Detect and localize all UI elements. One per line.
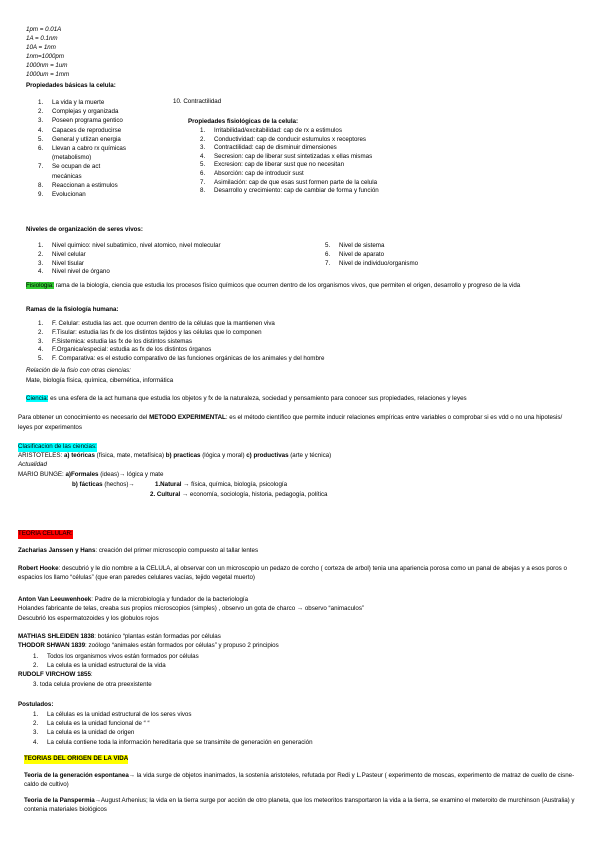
list-item <box>38 268 318 277</box>
fisiologia-def: rama de la biología, ciencia que estudia los procesos físico químicos que ocurren dentro de los organismos vivos, que permiten el origen, desarrollo y progreso de la vida <box>53 282 521 289</box>
list-text: Secresion: cap de liberar sust sintetizadas x ellas mismas <box>214 152 373 160</box>
unit-line: 1A = 0.1nm <box>26 35 58 42</box>
list-number: 8. <box>200 187 206 195</box>
list-text: La celula es la unidad funcional de “ “ <box>47 720 150 728</box>
list-number: 2. <box>33 720 39 728</box>
list-number: 6. <box>38 145 44 153</box>
list-number: 3. <box>38 259 44 267</box>
natural-desc: → física, química, biología, psicología <box>181 481 288 488</box>
list-number: 3. <box>38 117 44 125</box>
list-text: La vida y la muerte <box>52 99 105 106</box>
list-item <box>33 710 553 719</box>
ciencia-paragraph <box>26 395 574 404</box>
fisiologia-paragraph <box>26 282 574 291</box>
anton-line <box>18 596 248 605</box>
zacharias-line <box>18 547 258 556</box>
list-item <box>200 153 500 162</box>
list-number: 4. <box>38 346 44 354</box>
list-number: 4. <box>33 738 39 746</box>
mathias-name: MATHIAS SHLEIDEN 1838 <box>18 633 95 640</box>
list-item <box>38 107 178 116</box>
list-text: Nivel de aparato <box>339 250 385 258</box>
metodo-paragraph <box>18 413 574 433</box>
list-number: 1. <box>38 99 44 106</box>
unit-line: 1nm=1000pm <box>26 53 65 60</box>
espontanea-name: Teoria de la generación espontanea <box>24 772 129 779</box>
thodor-desc: : zoólogo “animales están formados por células” y propuso 2 principios <box>85 642 279 649</box>
rudolf-item: 3. toda celula proviene de otra preexistente <box>33 681 152 688</box>
list-number: 8. <box>38 181 44 189</box>
unit-line: 1000um = 1mm <box>26 71 70 78</box>
props-item-10: 10. Contractilidad <box>173 98 222 105</box>
list-text: Irritabilidad/excitabilidad: cap de rx a estimulos <box>214 127 342 134</box>
list-text: mecánicas <box>52 172 82 180</box>
mario-b-desc: (hechos)→ <box>102 481 135 488</box>
list-item <box>38 338 558 347</box>
ciencia-term: Ciencia: <box>26 395 49 402</box>
list-number: 1. <box>38 242 44 249</box>
list-number: 7. <box>200 178 206 186</box>
list-item <box>33 738 553 747</box>
list-text: Nivel de sistema <box>339 242 385 249</box>
list-text: F. Celular: estudia las act. que ocurren dentro de la células que la mantienen viva <box>52 320 275 327</box>
list-item <box>38 251 318 260</box>
panspermia-name: Teoria de la Panspermia <box>24 797 95 804</box>
list-item <box>33 652 433 661</box>
ramas-list <box>38 320 558 364</box>
list-item <box>33 728 553 737</box>
postulados-title: Postulados: <box>18 701 54 708</box>
fisiologia-term: Fisiologia: <box>26 282 54 289</box>
list-number: 6. <box>200 169 206 177</box>
rudolf-colon: : <box>90 671 93 678</box>
aristoteles-a: a) teóricas <box>62 452 95 459</box>
list-item <box>325 242 525 251</box>
list-item <box>38 346 558 355</box>
teoria-celular-title: TEORIA CELULAR: <box>18 530 73 537</box>
list-number: 2. <box>200 135 206 143</box>
aristoteles-line <box>18 452 331 461</box>
espontanea-paragraph <box>24 772 576 789</box>
fis-props-list <box>200 127 500 196</box>
list-text: Evolucionan <box>52 191 86 199</box>
list-number: 2. <box>38 250 44 258</box>
list-text: Conductividad: cap de conducir estumulos x receptores <box>214 135 367 143</box>
fis-props-title: Propiedades fisiológicas de la celula: <box>188 118 299 125</box>
list-number: 2. <box>38 328 44 336</box>
list-text: Poseen programa gentico <box>52 117 123 125</box>
list-number: 7. <box>38 163 44 171</box>
list-text: F.Organica/especial: estudia as fx de los distintos órganos <box>52 346 212 354</box>
list-text: Desarrollo y crecimiento: cap de cambiar de forma y función <box>214 187 379 195</box>
relacion-list: Mate, biología física, química, cibernética, informática <box>26 377 174 384</box>
list-text: Nivel quimico: nivel subatimico, nivel atomico, nivel molecular <box>52 242 221 249</box>
list-text: Capaces de reproducirse <box>52 126 122 134</box>
unit-line: 1pm = 0.01A <box>26 26 62 33</box>
list-item <box>38 355 558 364</box>
list-text: Nivel nivel de órgano <box>52 268 110 276</box>
aristoteles-b: b) practicas <box>165 452 201 459</box>
unit-line: 10A = 1nm <box>26 44 56 51</box>
list-item <box>38 260 318 269</box>
thodor-line <box>18 642 279 651</box>
list-item <box>38 126 178 135</box>
mario-b: b) fácticas <box>72 481 103 488</box>
props-left-list <box>38 98 178 199</box>
list-item <box>200 144 500 153</box>
actualidad-label: Actualidad <box>18 461 47 468</box>
mario-bunge-name: MARIO BUNGE: <box>18 471 64 478</box>
list-text: Nivel tisular <box>52 259 84 267</box>
list-text: Nivel celular <box>52 250 86 258</box>
cultural-desc: → economía, sociología, historia, pedagogía, política <box>180 491 328 498</box>
rudolf-line <box>18 671 93 680</box>
list-number: 5. <box>38 355 44 363</box>
natural-label: 1.Natural <box>155 481 182 488</box>
list-item <box>38 172 178 181</box>
list-text: La celula contiene toda la información hereditaria que se transimite de generación en generación <box>47 738 313 746</box>
anton-desc: : Padre de la microbiología y fundador de la bacteriología <box>91 596 249 603</box>
niveles-right-list <box>325 242 525 268</box>
metodo-pre: Para obtener un conocimiento es necesario del <box>18 414 150 421</box>
list-item <box>200 170 500 179</box>
list-number: 2. <box>33 662 39 669</box>
aristoteles-c: c) productivas <box>246 452 289 459</box>
props-title: Propiedades básicas la celula: <box>26 82 116 89</box>
list-text: Reaccionan a estimulos <box>52 181 118 189</box>
list-item <box>200 187 500 196</box>
list-item <box>38 242 318 251</box>
list-text: Todos los organismos vivos están formados por células <box>47 653 199 660</box>
aristoteles-a-desc: (física, mate, metafísica) <box>94 452 166 459</box>
list-number: 5. <box>325 242 331 249</box>
list-item <box>325 251 525 260</box>
cultural-line <box>150 491 327 500</box>
list-item <box>200 179 500 188</box>
list-number: 7. <box>325 259 331 267</box>
anton-line-3: Descubrió los espermatozoides y los globulos rojos <box>18 615 159 622</box>
list-number: 5. <box>38 135 44 143</box>
list-text: F.Sistemica: estudia las fx de los distintos sistemas <box>52 337 192 345</box>
niveles-left-list <box>38 242 318 277</box>
ramas-title: Ramas de la fisiología humana: <box>26 306 119 313</box>
clasif-title: Clasificacion de las ciencias: <box>18 443 97 450</box>
list-number: 2. <box>38 108 44 116</box>
list-text: Se ocupan de act <box>52 163 101 171</box>
list-text: Excresion: cap de liberar sust que no necesitan <box>214 161 345 169</box>
list-number: 1. <box>33 653 39 660</box>
rudolf-name: RUDOLF VIRCHOW 1855 <box>18 671 91 678</box>
list-item <box>200 127 500 136</box>
list-number: 9. <box>38 191 44 199</box>
list-item <box>38 190 178 199</box>
list-number: 1. <box>38 320 44 327</box>
aristoteles-name: ARISTOTELES: <box>18 452 63 459</box>
unit-line: 1000nm = 1um <box>26 62 68 69</box>
list-item <box>38 116 178 125</box>
aristoteles-c-desc: (arte y técnica) <box>288 452 332 459</box>
list-text: La celula es la unidad de origen <box>47 729 135 737</box>
list-number: 1. <box>33 711 39 718</box>
list-text: Asimilación: cap de que esas sust formen parte de la celula <box>214 178 378 186</box>
list-number: 5. <box>200 161 206 169</box>
list-text: F. Comparativa: es el estudio comparativo de las funciones orgánicas de los animales y del hombre <box>52 355 325 363</box>
panspermia-paragraph <box>24 797 576 814</box>
list-item <box>33 719 553 728</box>
list-text: Absorción: cap de introducir sust <box>214 169 304 177</box>
metodo-post: : es el método científico que permite inducir relaciones empíricas entre variables o comprobar si es vdd o no una hipotesis/ leyes por experimentos <box>18 414 563 431</box>
panspermia-desc: →August Arhenius; la vida en la tierra surge por acción de otro planeta, que los meteoritos transportaron la vida a la tierra, se examino el meteroito de murchinson (Australia) y contenia materiales biológicos <box>24 797 575 813</box>
list-item <box>38 320 558 329</box>
list-number: 3. <box>33 729 39 737</box>
list-text: La células es la unidad estructural de los seres vivos <box>47 711 192 718</box>
hooke-name: Robert Hooke <box>18 565 59 572</box>
list-number: 4. <box>38 268 44 276</box>
list-item <box>38 153 178 162</box>
list-item <box>38 181 178 190</box>
thodor-list <box>33 652 433 670</box>
list-text: General y utlizan energia <box>52 135 121 143</box>
list-item <box>38 135 178 144</box>
list-text: Contractilidad: cap de disminuir dimensiones <box>214 144 337 152</box>
cultural-label: 2. Cultural <box>150 491 181 498</box>
list-number: 4. <box>38 126 44 134</box>
list-item <box>38 162 178 171</box>
espontanea-desc: → la vida surge de objetos inanimados, la sostenía aristoteles, refutada por Redi y L.Pasteur ( experimento de moscas, experimento de matraz de cuello de cisne- caldo de cultivo) <box>24 772 575 788</box>
thodor-name: THODOR SHWAN 1839 <box>18 642 86 649</box>
facticas-line <box>72 481 135 490</box>
natural-line <box>155 481 287 490</box>
list-number: 1. <box>200 127 206 134</box>
list-item <box>38 98 178 107</box>
list-text: La celula es la unidad estructural de la vida <box>47 662 166 669</box>
postulados-list <box>33 710 553 747</box>
list-number: 3. <box>38 337 44 345</box>
mathias-desc: : botánico “plantas están formadas por células <box>94 633 221 640</box>
zacharias-name: Zacharias Janssen y Hans <box>18 547 96 554</box>
origen-title: TEORIAS DEL ORIGEN DE LA VIDA <box>24 755 129 762</box>
list-number: 6. <box>325 250 331 258</box>
list-item <box>325 260 525 269</box>
mario-bunge-line <box>18 471 163 480</box>
list-item <box>38 144 178 153</box>
list-item <box>38 329 558 338</box>
list-text: Nivel de individuo/organismo <box>339 259 419 267</box>
hooke-desc: : descubrió y le dio nombre a la CELULA, al observar con un microscopio un pedazo de corcho ( corteza de arbol) tenia una apariencia porosa como un panal de abejas y a esos poros o espacios los llamo “células” (que eran paredes celulares vacías, tejido vegetal muerto) <box>18 565 567 581</box>
list-text: Complejas y organizada <box>52 108 119 116</box>
hooke-paragraph <box>18 565 578 582</box>
ciencia-def: es una esfera de la act humana que estudia los objetos y fx de la naturaleza, sociedad y pensamiento para conocer sus propiedades, relaciones y leyes <box>48 395 467 402</box>
list-item <box>33 661 433 670</box>
niveles-title: Niveles de organización de seres vivos: <box>26 226 143 233</box>
relacion-title: Relación de la fisio con otras ciencias: <box>26 367 131 374</box>
mario-a-desc: (ideas)→ lógica y mate <box>98 471 164 478</box>
metodo-bold: METODO EXPERIMENTAL <box>149 414 226 421</box>
aristoteles-b-desc: (lógica y moral) <box>200 452 247 459</box>
list-number: 3. <box>200 144 206 152</box>
list-item <box>200 136 500 145</box>
mathias-line <box>18 633 221 642</box>
list-item <box>200 161 500 170</box>
zacharias-desc: : creación del primer microscopio compuesto al tallar lentes <box>95 547 259 554</box>
list-text: (metabolismo) <box>52 154 92 162</box>
mario-a: a)Formales <box>63 471 99 478</box>
list-number: 4. <box>200 152 206 160</box>
anton-name: Anton Van Leeuwenhoek <box>18 596 92 603</box>
list-text: Llevan a cabro rx químicas <box>52 145 126 153</box>
anton-line-2: Holandes fabricante de telas, creaba sus propios microscopios (simples) , observo un gota de charco → observo “animaculos” <box>18 605 364 612</box>
list-text: F.Tisular: estudia las fx de los distintos tejidos y las células que lo componen <box>52 328 262 336</box>
